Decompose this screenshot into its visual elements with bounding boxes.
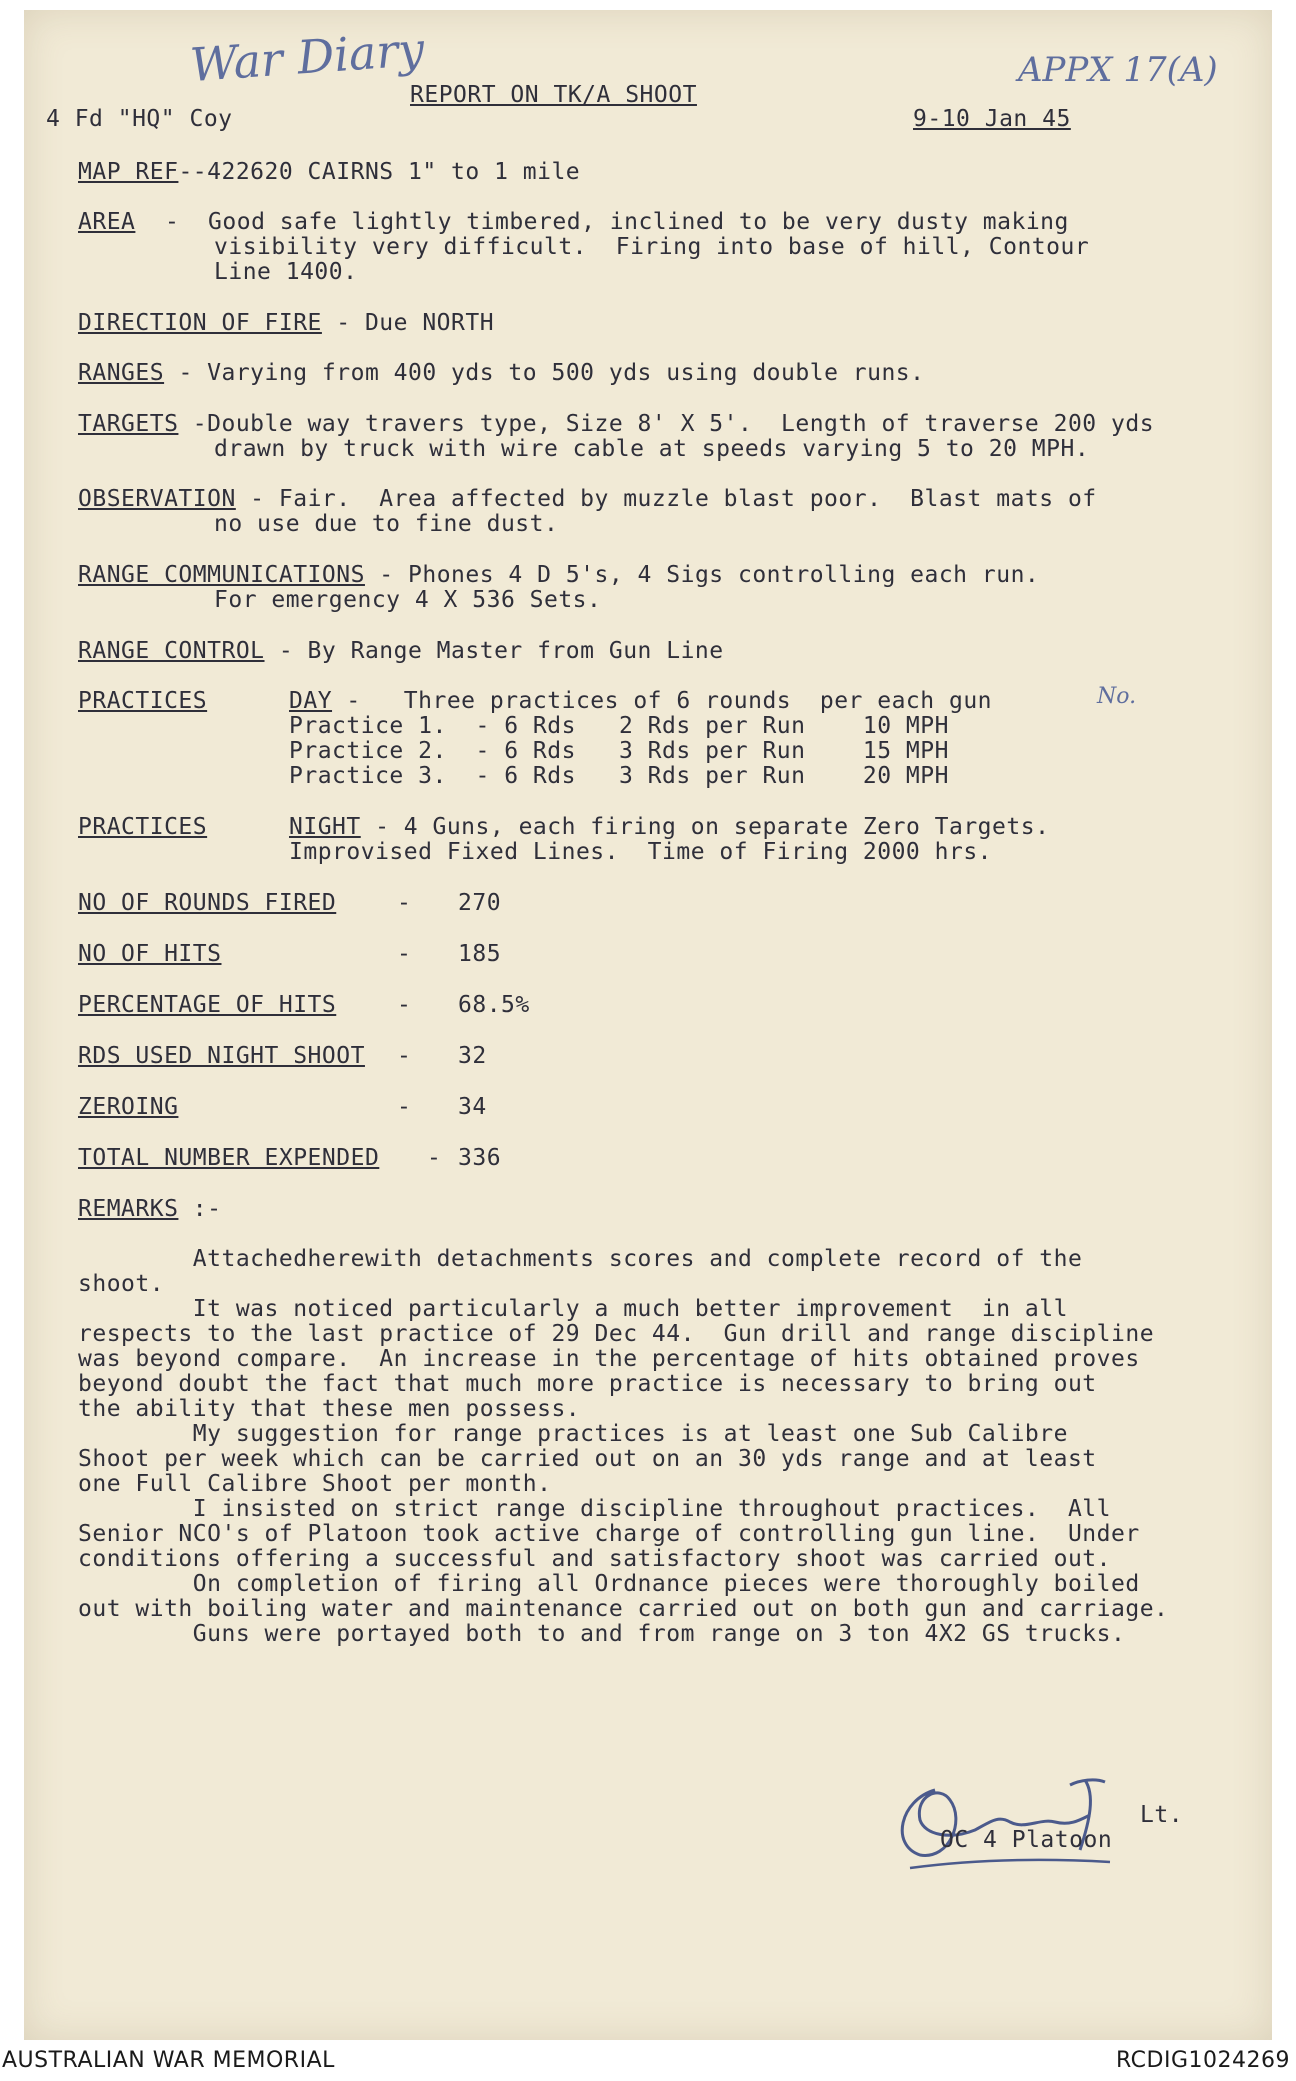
- practices-day-row: [289, 689, 992, 714]
- stat-label: PERCENTAGE OF HITS: [78, 992, 337, 1018]
- report-date: 9-10 Jan 45: [913, 106, 1071, 132]
- footer-institution: AUSTRALIAN WAR MEMORIAL: [2, 2048, 335, 2073]
- stat-value: 68.5%: [458, 992, 530, 1018]
- remarks-line: the ability that these men possess.: [78, 1396, 581, 1422]
- footer-record-id: RCDIG1024269: [1115, 2048, 1290, 2073]
- targets-line: drawn by truck with wire cable at speeds varying 5 to 20 MPH.: [214, 436, 1090, 462]
- area-line: visibility very difficult. Firing into base of hill, Contour: [214, 234, 1090, 260]
- remarks-line: Senior NCO's of Platoon took active charge of controlling gun line. Under: [78, 1521, 1140, 1547]
- remarks-line: I insisted on strict range discipline throughout practices. All: [78, 1496, 1111, 1522]
- range-comms-label: RANGE COMMUNICATIONS: [78, 562, 365, 588]
- report-title: REPORT ON TK/A SHOOT: [410, 82, 697, 108]
- stat-value: 185: [458, 941, 502, 967]
- area-label: AREA: [78, 209, 136, 235]
- remarks-line: Attachedherewith detachments scores and complete record of the: [78, 1246, 1083, 1272]
- ranges-label: RANGES: [78, 360, 165, 386]
- night-line: - 4 Guns, each firing on separate Zero Targets.: [360, 814, 1050, 840]
- appendix-annotation: APPX 17(A): [1018, 50, 1218, 90]
- day-label: DAY: [289, 688, 333, 714]
- range-comms-row: [78, 563, 1039, 588]
- remarks-line: out with boiling water and maintenance carried out on both gun and carriage.: [78, 1596, 1169, 1622]
- practices-night-row: [289, 815, 1049, 840]
- stat-label: NO OF ROUNDS FIRED: [78, 890, 337, 916]
- area-line: - Good safe lightly timbered, inclined to be very dusty making: [165, 209, 1069, 235]
- observation-line: - Fair. Area affected by muzzle blast poor. Blast mats of: [235, 486, 1097, 512]
- stat-dash: -: [397, 1094, 412, 1120]
- war-diary-annotation: War Diary: [188, 21, 426, 93]
- stat-label: RDS USED NIGHT SHOOT: [78, 1043, 365, 1069]
- day-practice-line: Practice 3. - 6 Rds 3 Rds per Run 20 MPH: [289, 763, 949, 789]
- targets-line: -Double way travers type, Size 8' X 5'. Length of traverse 200 yds: [178, 411, 1155, 437]
- practices-day-label: PRACTICES: [78, 688, 208, 714]
- stat-dash: -: [397, 890, 412, 916]
- map-ref-row: [78, 160, 580, 185]
- range-control-label: RANGE CONTROL: [78, 638, 265, 664]
- remarks-line: conditions offering a successful and satisfactory shoot was carried out.: [78, 1546, 1111, 1572]
- map-ref-value: --422620 CAIRNS 1" to 1 mile: [178, 159, 581, 185]
- remarks-line: was beyond compare. An increase in the percentage of hits obtained proves: [78, 1346, 1140, 1372]
- stat-value: 32: [458, 1043, 487, 1069]
- ranges-row: [78, 361, 925, 386]
- day-practice-line: Practice 1. - 6 Rds 2 Rds per Run 10 MPH: [289, 713, 949, 739]
- stat-dash: -: [397, 1043, 412, 1069]
- direction-row: [78, 311, 494, 336]
- stat-label: ZEROING: [78, 1094, 179, 1120]
- stat-value: 270: [458, 890, 502, 916]
- remarks-line: shoot.: [78, 1271, 165, 1297]
- observation-row: [78, 487, 1097, 512]
- stat-label: TOTAL NUMBER EXPENDED: [78, 1145, 380, 1171]
- range-control-row: [78, 639, 724, 664]
- remarks-line: On completion of firing all Ordnance pieces were thoroughly boiled: [78, 1571, 1140, 1597]
- remarks-line: respects to the last practice of 29 Dec 44. Gun drill and range discipline: [78, 1321, 1155, 1347]
- range-comms-line: For emergency 4 X 536 Sets.: [214, 587, 602, 613]
- remarks-suffix: :-: [178, 1196, 222, 1222]
- day-practice-line: Practice 2. - 6 Rds 3 Rds per Run 15 MPH: [289, 738, 949, 764]
- signature-title: OC 4 Platoon: [940, 1827, 1113, 1853]
- remarks-line: It was noticed particularly a much better improvement in all: [78, 1296, 1068, 1322]
- stat-label: NO OF HITS: [78, 941, 222, 967]
- stat-dash: -: [397, 941, 412, 967]
- remarks-line: beyond doubt the fact that much more practice is necessary to bring out: [78, 1371, 1097, 1397]
- stat-value: 336: [458, 1145, 502, 1171]
- day-line: - Three practices of 6 rounds per each gun: [332, 688, 993, 714]
- no-mark-annotation: No.: [1097, 684, 1137, 709]
- night-line: Improvised Fixed Lines. Time of Firing 2000 hrs.: [289, 839, 993, 865]
- observation-line: no use due to fine dust.: [214, 511, 559, 537]
- ranges-value: - Varying from 400 yds to 500 yds using double runs.: [164, 360, 925, 386]
- map-ref-label: MAP REF: [78, 159, 179, 185]
- remarks-line: Shoot per week which can be carried out on an 30 yds range and at least: [78, 1446, 1097, 1472]
- remarks-label: REMARKS: [78, 1196, 179, 1222]
- unit-name: 4 Fd "HQ" Coy: [46, 106, 233, 132]
- range-comms-line: - Phones 4 D 5's, 4 Sigs controlling each run.: [364, 562, 1040, 588]
- range-control-value: - By Range Master from Gun Line: [264, 638, 724, 664]
- observation-label: OBSERVATION: [78, 486, 236, 512]
- practices-night-label: PRACTICES: [78, 814, 208, 840]
- direction-value: - Due NORTH: [321, 310, 495, 336]
- handwritten-signature: [880, 1760, 1160, 1880]
- stat-value: 34: [458, 1094, 487, 1120]
- stat-dash: -: [397, 992, 412, 1018]
- area-line: Line 1400.: [214, 259, 358, 285]
- signature-rank: Lt.: [1140, 1802, 1184, 1828]
- stat-dash: -: [427, 1145, 442, 1171]
- remarks-heading: [78, 1197, 221, 1222]
- remarks-line: Guns were portayed both to and from range on 3 ton 4X2 GS trucks.: [78, 1621, 1126, 1647]
- targets-label: TARGETS: [78, 411, 179, 437]
- remarks-line: one Full Calibre Shoot per month.: [78, 1471, 552, 1497]
- direction-label: DIRECTION OF FIRE: [78, 310, 322, 336]
- targets-row: [78, 412, 1154, 437]
- remarks-line: My suggestion for range practices is at least one Sub Calibre: [78, 1421, 1068, 1447]
- night-label: NIGHT: [289, 814, 361, 840]
